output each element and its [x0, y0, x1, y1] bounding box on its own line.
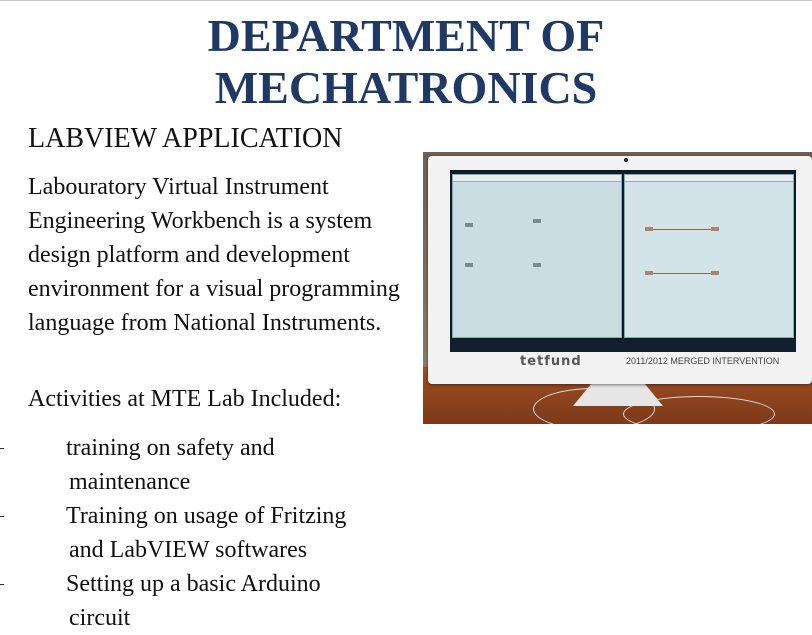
list-item-line: and LabVIEW softwares	[69, 537, 308, 563]
bullet-marker	[0, 448, 4, 449]
indicator-icon	[533, 263, 541, 267]
bullet-marker	[0, 516, 4, 517]
list-item	[0, 431, 420, 499]
control-icon	[465, 223, 473, 227]
terminal-icon	[711, 227, 719, 231]
window-toolbar	[453, 175, 621, 182]
wire	[653, 229, 711, 230]
page-title	[0, 10, 812, 114]
list-item-line: maintenance	[69, 469, 191, 495]
title-line-2: MECHATRONICS	[214, 62, 598, 113]
webcam-icon	[624, 158, 628, 162]
list-item	[0, 499, 420, 567]
list-item	[0, 567, 420, 635]
terminal-icon	[645, 227, 653, 231]
terminal-icon	[645, 271, 653, 275]
top-rule	[0, 0, 812, 1]
bullet-marker	[0, 584, 4, 585]
taskbar	[450, 340, 796, 352]
block-diagram-window	[624, 174, 794, 338]
monitor-chin	[450, 354, 796, 374]
list-item-line: training on safety and	[66, 435, 275, 461]
description-paragraph: Labouratory Virtual Instrument Engineering Workbench is a system design platform and development environment for a visual programming language from National Instruments.	[28, 174, 400, 336]
list-item-line: Setting up a basic Arduino	[66, 571, 321, 597]
activities-heading: Activities at MTE Lab Included:	[28, 386, 342, 412]
activities-list	[0, 431, 420, 635]
monitor-screen	[450, 170, 796, 352]
window-toolbar	[625, 175, 793, 182]
tetfund-logo: tetfund	[520, 354, 582, 369]
title-line-1: DEPARTMENT OF	[207, 10, 605, 61]
intervention-caption: 2011/2012 MERGED INTERVENTION	[626, 356, 780, 366]
list-item-line: circuit	[69, 605, 131, 631]
terminal-icon	[711, 271, 719, 275]
front-panel-window	[452, 174, 622, 338]
list-item-line: Training on usage of Fritzing	[66, 503, 347, 529]
section-subtitle: LABVIEW APPLICATION	[28, 123, 343, 154]
wire	[653, 273, 711, 274]
labview-computer-photo	[423, 152, 812, 424]
monitor	[428, 156, 812, 384]
control-icon	[465, 263, 473, 267]
indicator-icon	[533, 219, 541, 223]
